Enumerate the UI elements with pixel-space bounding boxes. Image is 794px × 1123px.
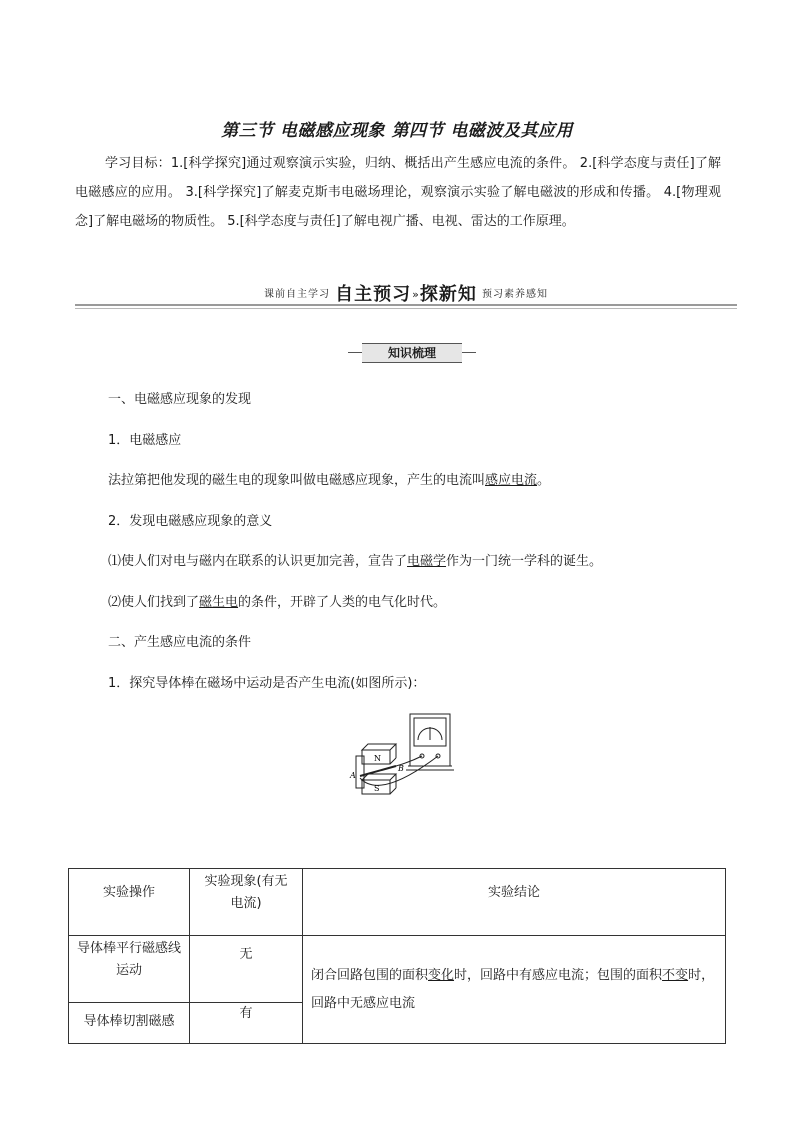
label-b: B	[398, 764, 404, 773]
row-phenomenon: 有	[239, 1006, 253, 1021]
table-cell	[190, 1003, 303, 1044]
text: ⑴使人们对电与磁内在联系的认识更加完善，宣告了	[108, 554, 408, 569]
experiment-table	[68, 868, 726, 1044]
table-cell	[69, 936, 190, 1003]
row-operation: 导体棒平行磁感线运动	[77, 941, 182, 978]
banner-text	[75, 280, 737, 306]
magnet-icon	[362, 744, 396, 750]
label-n: N	[374, 754, 381, 763]
experiment-figure	[340, 710, 468, 802]
banner-left-caption: 课前自主学习	[264, 289, 331, 300]
banner-right-caption: 预习素养感知	[481, 289, 548, 300]
table-header-row	[69, 869, 726, 936]
text: 闭合回路包围的面积	[311, 967, 429, 983]
text: 时，回路中有感应电流；包围的面积	[454, 967, 663, 983]
header-conclusion: 实验结论	[487, 885, 540, 900]
text: 作为一门统一学科的诞生。	[446, 554, 603, 569]
text: ⑵使人们找到了	[108, 595, 200, 610]
subheading-significance: 2．发现电磁感应现象的意义	[108, 514, 273, 529]
subheading-induction: 1．电磁感应	[108, 433, 182, 448]
table-header-cell	[303, 869, 726, 936]
table-cell	[190, 936, 303, 1003]
header-phenomenon: 实验现象(有无电流)	[204, 874, 288, 911]
answer-blank: 感应电流	[485, 473, 538, 488]
banner-rule-thin	[75, 308, 737, 309]
label-a: A	[350, 771, 356, 780]
knowledge-section-label: 知识梳理	[362, 343, 462, 363]
label-s: S	[374, 784, 380, 793]
learning-objectives: 学习目标：1.[科学探究]通过观察演示实验，归纳、概括出产生感应电流的条件。 2.[科学态度与责任]了解电磁感应的应用。 3.[科学探究]了解麦克斯韦电磁场理论，观察演示实验了解电磁波的形成和传播。 4.[物理观念]了解电磁场的物质性。 5.[科学态度与责任]了解电视广播、电视、雷达的工作原理。	[75, 156, 721, 229]
answer-blank: 磁生电	[199, 595, 239, 610]
table-conclusion-cell	[303, 936, 726, 1044]
answer-blank: 不变	[662, 967, 689, 983]
answer-blank: 变化	[428, 967, 455, 983]
heading-discovery: 一、电磁感应现象的发现	[108, 392, 252, 407]
row-operation: 导体棒切割磁感	[83, 1014, 175, 1029]
paragraph-significance-2	[108, 591, 446, 610]
table-cell	[69, 1003, 190, 1044]
text: 时，回路中无感应电流	[311, 967, 715, 1011]
text: 的条件，开辟了人类的电气化时代。	[238, 595, 447, 610]
subheading-experiment: 1．探究导体棒在磁场中运动是否产生电流(如图所示)：	[108, 676, 426, 691]
page-title: 第三节 电磁感应现象 第四节 电磁波及其应用	[221, 121, 573, 141]
table-header-cell	[190, 869, 303, 936]
conclusion-text	[303, 962, 725, 1018]
text: 法拉第把他发现的磁生电的现象叫做电磁感应现象，产生的电流叫	[108, 473, 486, 488]
heading-conditions: 二、产生感应电流的条件	[108, 635, 252, 650]
paragraph-induction	[108, 469, 550, 488]
banner-arrow-icon: »	[412, 288, 419, 301]
text: 。	[537, 473, 551, 488]
table-row	[69, 936, 726, 1003]
banner-title-right: 探新知	[419, 284, 477, 305]
header-operation: 实验操作	[102, 885, 155, 900]
paragraph-significance-1	[108, 550, 602, 569]
answer-blank: 电磁学	[407, 554, 447, 569]
table-header-cell	[69, 869, 190, 936]
banner-title-left: 自主预习	[335, 284, 412, 305]
section-banner	[75, 280, 737, 314]
row-phenomenon: 无	[239, 947, 253, 962]
